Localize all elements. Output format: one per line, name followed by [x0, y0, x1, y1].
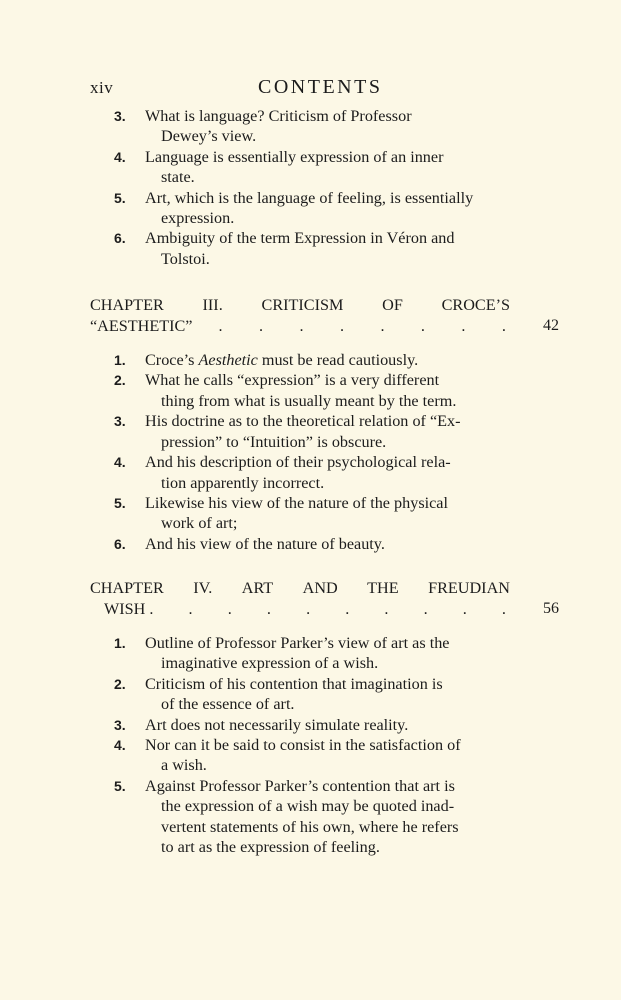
list-item: 5. Art, which is the language of feeling, is essentially expression. — [114, 188, 474, 228]
chapter-page-number: 56 — [543, 599, 559, 617]
chapter4-item-list — [90, 633, 510, 857]
chapter2-item-list — [90, 106, 510, 269]
list-item: 4. Nor can it be said to consist in the satisfaction of a wish. — [114, 735, 461, 775]
chapter-title-line: CHAPTER IV. ART AND THE FREUDIAN — [90, 579, 510, 598]
page-title: CONTENTS — [258, 76, 383, 98]
chapter3-item-list — [90, 350, 510, 554]
list-item: 5. Against Professor Parker’s contention that art is the expression of a wish may be quoted inad- vertent statements of his own, where he refers to art as the expression of feeling. — [114, 776, 459, 856]
contents-page — [90, 72, 559, 857]
list-item: 1. Croce’s Aesthetic must be read cautiously. — [114, 351, 419, 370]
chapter-heading-3 — [90, 295, 559, 336]
list-item: 6. Ambiguity of the term Expression in Véron and Tolstoi. — [114, 229, 455, 268]
page-folio: xiv — [90, 78, 114, 97]
list-item: 3. What is language? Criticism of Professor Dewey’s view. — [114, 107, 412, 146]
leader-dots: . . . . . . . . — [218, 316, 506, 335]
list-item: 3. Art does not necessarily simulate reality. — [114, 715, 409, 734]
list-item: 2. Criticism of his contention that imagination is of the essence of art. — [114, 674, 443, 714]
list-item: 3. His doctrine as to the theoretical relation of “Ex- pression” to “Intuition” is obscure. — [114, 412, 461, 451]
running-head — [90, 72, 510, 106]
chapter-title-continuation: WISH . . . . . . . . . . 56 — [104, 599, 559, 618]
list-item: 4. And his description of their psychological rela- tion apparently incorrect. — [114, 453, 451, 492]
list-item: 5. Likewise his view of the nature of the physical work of art; — [114, 493, 448, 533]
list-item: 4. Language is essentially expression of an inner state. — [114, 147, 444, 187]
list-item: 6. And his view of the nature of beauty. — [114, 534, 385, 553]
chapter-title-continuation: “AESTHETIC” . . . . . . . . 42 — [90, 316, 559, 335]
chapter-title-line: CHAPTER III. CRITICISM OF CROCE’S — [90, 296, 510, 315]
chapter-heading-4 — [90, 578, 559, 619]
list-item: 1. Outline of Professor Parker’s view of art as the imaginative expression of a wish. — [114, 633, 450, 673]
chapter-page-number: 42 — [543, 316, 559, 334]
leader-dots: . . . . . . . . . . — [149, 599, 506, 618]
list-item: 2. What he calls “expression” is a very different thing from what is usually meant by the term. — [114, 371, 457, 410]
